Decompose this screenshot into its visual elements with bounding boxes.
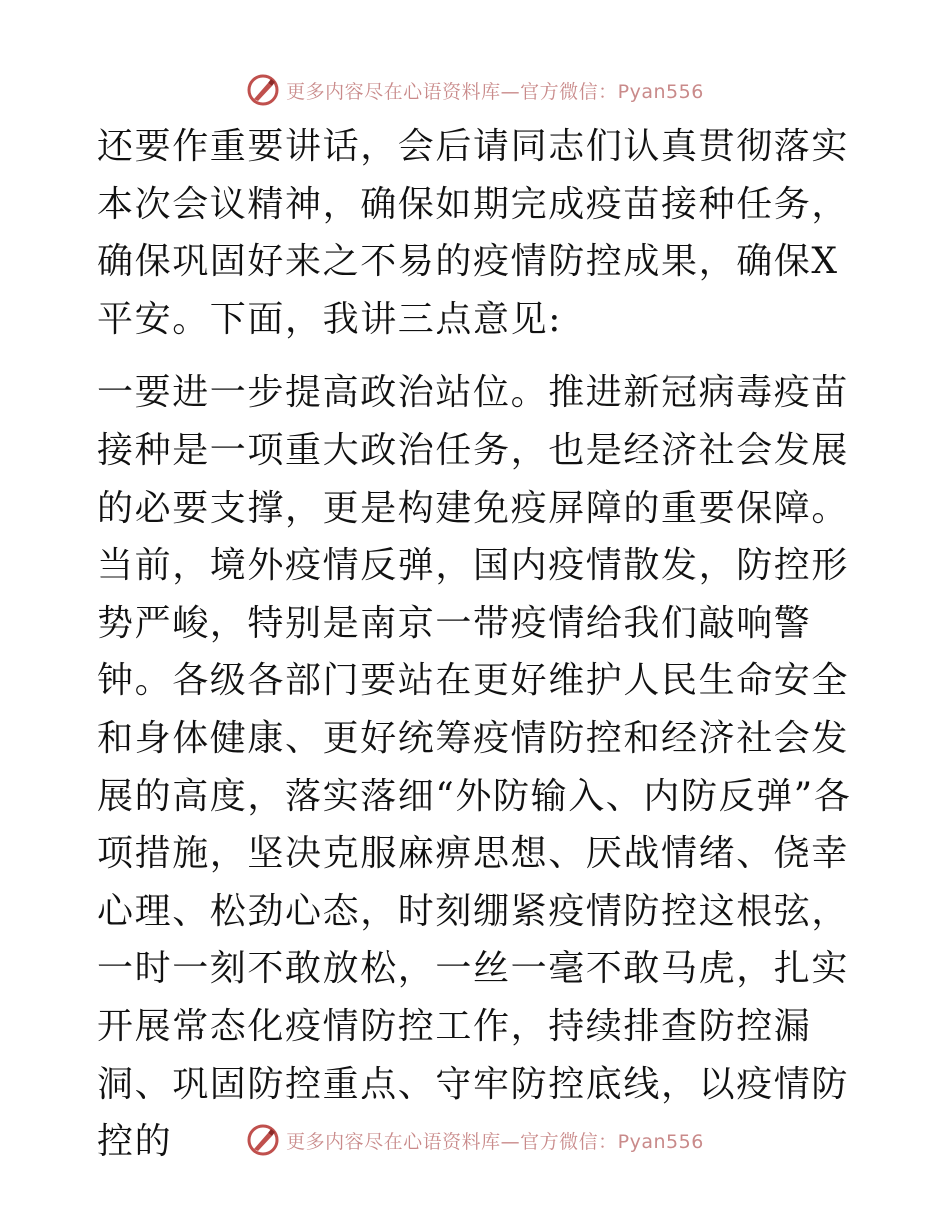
pen-logo-icon — [246, 1123, 280, 1157]
paragraph-1: 还要作重要讲话，会后请同志们认真贯彻落实本次会议精神，确保如期完成疫苗接种任务，确保巩固好来之不易的疫情防控成果，确保X平安。下面，我讲三点意见: — [97, 126, 850, 340]
header-watermark-banner — [0, 70, 950, 110]
document-body — [97, 118, 857, 1171]
pen-logo-icon — [246, 73, 280, 107]
footer-watermark-text: 更多内容尽在心语资料库—官方微信：Pyan556 — [286, 1130, 704, 1153]
header-watermark-text: 更多内容尽在心语资料库—官方微信：Pyan556 — [286, 80, 704, 103]
footer-watermark-banner — [0, 1120, 950, 1160]
paragraph-2: 一要进一步提高政治站位。推进新冠病毒疫苗接种是一项重大政治任务，也是经济社会发展的必要支撑，更是构建免疫屏障的重要保障。当前，境外疫情反弹，国内疫情散发，防控形势严峻，特别是南京一带疫情给我们敲响警钟。各级各部门要站在更好维护人民生命安全和身体健康、更好统筹疫情防控和经济社会发展的高度，落实落细“外防输入、内防反弹”各项措施，坚决克服麻痹思想、厌战情绪、侥幸心理、松劲心态，时刻绷紧疫情防控这根弦，一时一刻不敢放松，一丝一毫不敢马虎，扎实开展常态化疫情防控工作，持续排查防控漏洞、巩固防控重点、守牢防控底线，以疫情防控的 — [97, 372, 852, 1163]
